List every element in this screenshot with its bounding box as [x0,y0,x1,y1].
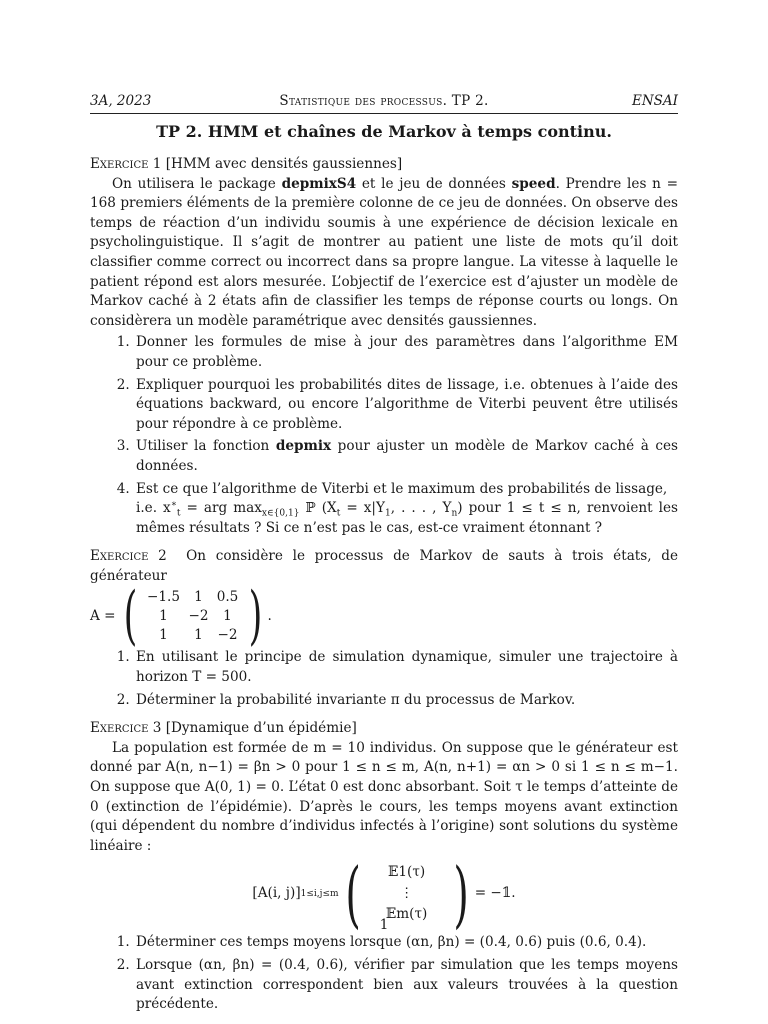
page-number: 1 [379,917,389,933]
exercise-2-questions [90,648,678,710]
generator-matrix [90,579,678,654]
matrix-cell: 1 [159,626,168,643]
expectation-vector [367,862,447,925]
question-3-1: 1. Déterminer ces temps moyens lorsque (αn, βn) = (0.4, 0.6) puis (0.6, 0.4). [134,933,678,953]
exercise-1-intro [90,175,678,332]
question-text: = arg max [180,500,262,517]
exercise-1-heading [90,155,678,175]
matrix-cell: 0.5 [216,588,239,605]
linear-system-equation: [A(i, j)] 1≤i,j≤m ( 𝔼1(τ) ⋮ 𝔼m(τ) ) = −𝟙. [252,851,516,936]
vector-entry: 𝔼m(τ) [385,906,428,923]
equation-left: [A(i, j)] [252,885,301,902]
matrix-cell: −2 [217,626,238,643]
right-paren: ) [248,579,262,654]
vector-entry: ⋮ [399,885,414,902]
question-2-2: 2. Déterminer la probabilité invariante π du processus de Markov. [134,691,678,711]
exercise-3-intro: La population est formée de m = 10 individus. On suppose que le générateur est donné par A(n, n−1) = βn > 0 pour 1 ≤ n ≤ m, A(n, n+1) = αn > 0 si 1 ≤ n ≤ m−1. On suppose que A(0, 1) = 0. L’état 0 est donc absorbant. Soit τ le temps d’atteinte de 0 (extinction de l’épidémie). D’après le cours, les temps moyens avant extinction (qui dépendent du nombre d’individus infectés à l’origine) sont solutions du système linéaire : [90,739,678,854]
intro-text: et le jeu de données [356,175,512,192]
header-rule [90,113,678,114]
matrix-cell: −1.5 [146,588,180,605]
question-1-3 [134,437,678,476]
left-paren: ( [123,579,137,654]
left-paren: ( [344,851,361,936]
right-paren: ) [452,851,469,936]
question-1-4: 4. Est ce que l’algorithme de Viterbi et le maximum des probabilités de lissage, i.e. $x^∗_t$ = arg $\max_{x\in\{0,1\}}$ ℙ ($X_t = x|Y_1$, . . . , $Y_n$) pour 1 ≤ t ≤ n, renvoient les mêmes résultats ? Si ce n’est pas le cas, est-ce vraiment étonnant ? [134,480,678,539]
matrix-label: A = [90,607,116,624]
question-2-1: 1. En utilisant le principe de simulation dynamique, simuler une trajectoire à horizon T = 500. [134,648,678,687]
main-content [90,153,678,1018]
matrix-cell: 1 [223,607,232,624]
matrix-period: . [267,607,272,624]
intro-text: On utilisera le package [112,175,282,192]
exercise-3-topic: [Dynamique d’un épidémie] [165,720,357,737]
intro-text: . Prendre les n = 168 premiers éléments de la première colonne de ce jeu de données. On observe des temps de réaction d’un individu soumis à une expérience de décision lexicale en psycholinguistique. Il s’agit de montrer au patient une liste de mots qu’il doit classifier comme correct ou incorrect dans sa propre langue. La vitesse à laquelle le patient répond est alors mesurée. L’objectif de l’exercice est d’ajuster un modèle de Markov caché à 2 états afin de classifier les temps de réponse courts ou longs. On considèrera un modèle paramétrique avec densités gaussiennes. [90,175,678,329]
question-text: = x|Y [340,500,385,517]
header-left: 3A, 2023 [90,93,152,109]
question-1-1: 1. Donner les formules de mise à jour des paramètres dans l’algorithme EM pour ce problème. [134,333,678,372]
question-3-2: 2. Lorsque (αn, βn) = (0.4, 0.6), vérifier par simulation que les temps moyens avant extinction correspondent bien aux valeurs trouvées à la question précédente. [134,956,678,1015]
exercise-1-topic: [HMM avec densités gaussiennes] [165,156,403,172]
question-text: ) pour 1 ≤ t ≤ n, renvoient les mêmes résultats ? Si ce n’est pas le cas, est-ce vraiment étonnant ? [136,500,678,536]
exercise-1-label: Exercice 1 [90,156,162,172]
exercise-3-questions [90,933,678,1014]
exercise-1-questions [90,333,678,538]
question-text: pour ajuster un modèle de Markov caché à ces données. [136,438,679,474]
dataset-name: speed [511,175,556,192]
matrix-cell: 1 [194,626,203,643]
matrix-cell: 1 [194,588,203,605]
exercise-2-heading [90,547,678,586]
question-text: Est ce que l’algorithme de Viterbi et le maximum des probabilités de lissage, [136,480,668,497]
question-text: , . . . , Y [390,500,452,517]
header-right: ENSAI [632,93,678,109]
equation-right: = −𝟙. [474,885,516,902]
vector-entry: 𝔼1(τ) [388,864,426,881]
page-title: TP 2. HMM et chaînes de Markov à temps continu. [156,122,612,141]
question-text: ℙ (X [299,500,337,517]
matrix-grid [143,588,243,645]
function-name: depmix [275,438,332,455]
header-center: Statistique des processus. TP 2. [279,93,489,109]
matrix-cell: −2 [188,607,209,624]
exercise-2-intro: On considère le processus de Markov de sauts à trois états, de générateur [90,548,678,584]
question-1-2: 2. Expliquer pourquoi les probabilités dites de lissage, i.e. obtenues à l’aide des équations backward, ou encore l’algorithme de Viterbi peuvent être utilisés pour répondre à ce problème. [134,376,678,435]
argmax-subscript: x∈{0,1} [261,508,300,519]
question-text: Utiliser la fonction [136,438,276,455]
exercise-2-label: Exercice 2 [90,548,167,565]
exercise-3-label: Exercice 3 [90,720,162,737]
question-text: i.e. x [136,500,171,517]
package-name: depmixS4 [281,175,357,192]
matrix-cell: 1 [159,607,168,624]
exercise-3-heading [90,719,678,739]
